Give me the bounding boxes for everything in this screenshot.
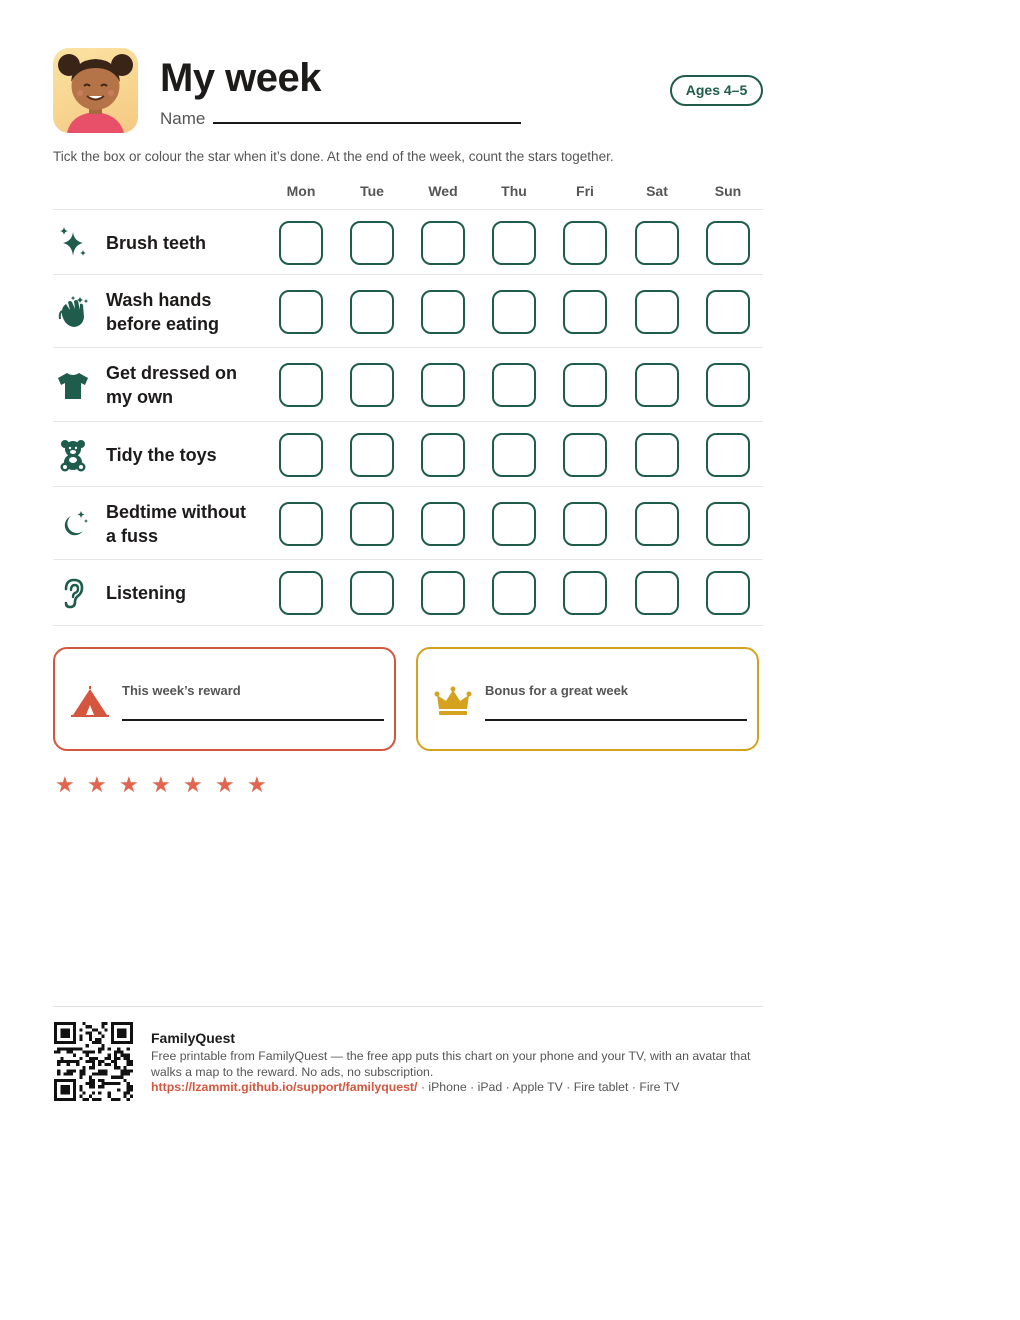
checkbox-fri[interactable] bbox=[563, 433, 607, 477]
checkbox-thu[interactable] bbox=[492, 363, 536, 407]
day-sat: Sat bbox=[646, 183, 668, 199]
star-icon[interactable]: ★ bbox=[215, 772, 235, 797]
checkbox-mon[interactable] bbox=[279, 502, 323, 546]
footer-url-link[interactable]: https://lzammit.github.io/support/familyquest/ bbox=[151, 1080, 418, 1094]
task-row bbox=[53, 274, 763, 348]
checkbox-sun[interactable] bbox=[706, 363, 750, 407]
task-label-line: a fuss bbox=[106, 525, 159, 546]
tent-icon bbox=[71, 685, 109, 717]
checkbox-sun[interactable] bbox=[706, 502, 750, 546]
checkbox-sun[interactable] bbox=[706, 221, 750, 265]
teddy-bear-icon bbox=[56, 438, 90, 472]
checkbox-tue[interactable] bbox=[350, 502, 394, 546]
day-thu: Thu bbox=[501, 183, 527, 199]
star-icon[interactable]: ★ bbox=[55, 772, 75, 797]
checkbox-wed[interactable] bbox=[421, 221, 465, 265]
checkbox-mon[interactable] bbox=[279, 433, 323, 477]
weekly-reward-box[interactable] bbox=[53, 647, 396, 751]
star-icon[interactable]: ★ bbox=[87, 772, 107, 797]
crown-icon bbox=[434, 685, 472, 717]
checkbox-fri[interactable] bbox=[563, 221, 607, 265]
footer-links bbox=[151, 1080, 679, 1094]
task-row bbox=[53, 486, 763, 560]
checkbox-thu[interactable] bbox=[492, 502, 536, 546]
task-label-line: Get dressed on bbox=[106, 363, 238, 383]
footer-platforms: iPhone · iPad · Apple TV · Fire tablet · Fire TV bbox=[428, 1080, 680, 1094]
checkbox-sun[interactable] bbox=[706, 290, 750, 334]
bonus-reward-write-line[interactable] bbox=[485, 719, 747, 721]
task-label-line: Tidy the toys bbox=[106, 444, 217, 465]
checkbox-mon[interactable] bbox=[279, 221, 323, 265]
name-label: Name bbox=[160, 109, 206, 128]
task-label bbox=[106, 361, 276, 409]
task-row bbox=[53, 421, 763, 487]
task-label-line: my own bbox=[106, 387, 174, 407]
task-label bbox=[106, 500, 276, 548]
weekly-reward-write-line[interactable] bbox=[122, 719, 384, 721]
checkbox-sat[interactable] bbox=[635, 571, 679, 615]
task-label bbox=[106, 443, 276, 467]
checkbox-thu[interactable] bbox=[492, 571, 536, 615]
instructions: Tick the box or colour the star when it’s done. At the end of the week, count the stars together. bbox=[53, 149, 614, 164]
day-tue: Tue bbox=[360, 183, 384, 199]
day-wed: Wed bbox=[428, 183, 458, 199]
star-icon[interactable]: ★ bbox=[247, 772, 267, 797]
checkbox-wed[interactable] bbox=[421, 363, 465, 407]
checkbox-tue[interactable] bbox=[350, 571, 394, 615]
footer-blurb: Free printable from FamilyQuest — the free app puts this chart on your phone and your TV, with an avatar that walks a map to the reward. No ads, no subscription. bbox=[151, 1049, 751, 1079]
qr-code-icon[interactable] bbox=[54, 1022, 133, 1101]
checkbox-tue[interactable] bbox=[350, 363, 394, 407]
ear-icon bbox=[56, 576, 90, 610]
page-title: My week bbox=[160, 56, 322, 100]
footer-divider bbox=[53, 1006, 763, 1007]
task-label-line: Brush teeth bbox=[106, 232, 207, 253]
child-avatar-icon bbox=[53, 48, 138, 133]
checkbox-wed[interactable] bbox=[421, 502, 465, 546]
checkbox-fri[interactable] bbox=[563, 290, 607, 334]
checkbox-sat[interactable] bbox=[635, 221, 679, 265]
checkbox-tue[interactable] bbox=[350, 221, 394, 265]
t-shirt-icon bbox=[56, 368, 90, 402]
task-label bbox=[106, 231, 276, 255]
name-write-line[interactable] bbox=[213, 122, 521, 124]
bonus-reward-box[interactable] bbox=[416, 647, 759, 751]
checkbox-wed[interactable] bbox=[421, 290, 465, 334]
checkbox-sun[interactable] bbox=[706, 433, 750, 477]
checkbox-mon[interactable] bbox=[279, 290, 323, 334]
moon-stars-icon bbox=[56, 507, 90, 541]
checkbox-sat[interactable] bbox=[635, 502, 679, 546]
footer-separator: · bbox=[417, 1080, 429, 1094]
checkbox-sat[interactable] bbox=[635, 363, 679, 407]
checkbox-fri[interactable] bbox=[563, 363, 607, 407]
checkbox-tue[interactable] bbox=[350, 290, 394, 334]
star-icon[interactable]: ★ bbox=[119, 772, 139, 797]
bonus-reward-label: Bonus for a great week bbox=[485, 683, 629, 698]
checkbox-sat[interactable] bbox=[635, 290, 679, 334]
footer-brand: FamilyQuest bbox=[151, 1030, 236, 1046]
checkbox-sat[interactable] bbox=[635, 433, 679, 477]
checkbox-thu[interactable] bbox=[492, 433, 536, 477]
star-icon[interactable]: ★ bbox=[183, 772, 203, 797]
task-label-line: Bedtime without bbox=[106, 501, 246, 522]
checkbox-mon[interactable] bbox=[279, 363, 323, 407]
sparkle-icon bbox=[56, 226, 90, 260]
task-row bbox=[53, 347, 763, 422]
checkbox-fri[interactable] bbox=[563, 571, 607, 615]
task-label bbox=[106, 288, 276, 336]
avatar bbox=[53, 48, 138, 133]
star-icon[interactable]: ★ bbox=[151, 772, 171, 797]
day-sun: Sun bbox=[714, 183, 742, 199]
weekly-reward-label: This week’s reward bbox=[122, 683, 241, 698]
day-header-row bbox=[53, 183, 763, 209]
task-label-line: Wash hands bbox=[106, 289, 212, 310]
checkbox-tue[interactable] bbox=[350, 433, 394, 477]
task-label-line: Listening bbox=[106, 582, 186, 603]
checkbox-mon[interactable] bbox=[279, 571, 323, 615]
checkbox-thu[interactable] bbox=[492, 290, 536, 334]
task-label-line: before eating bbox=[106, 313, 220, 334]
task-label bbox=[106, 581, 276, 605]
checkbox-fri[interactable] bbox=[563, 502, 607, 546]
task-row bbox=[53, 559, 763, 626]
checkbox-thu[interactable] bbox=[492, 221, 536, 265]
checkbox-wed[interactable] bbox=[421, 433, 465, 477]
checkbox-wed[interactable] bbox=[421, 571, 465, 615]
age-badge: Ages 4–5 bbox=[670, 75, 763, 106]
washing-hands-icon bbox=[56, 295, 90, 329]
day-fri: Fri bbox=[576, 183, 594, 199]
day-mon: Mon bbox=[286, 183, 316, 199]
task-row bbox=[53, 209, 763, 275]
checkbox-sun[interactable] bbox=[706, 571, 750, 615]
